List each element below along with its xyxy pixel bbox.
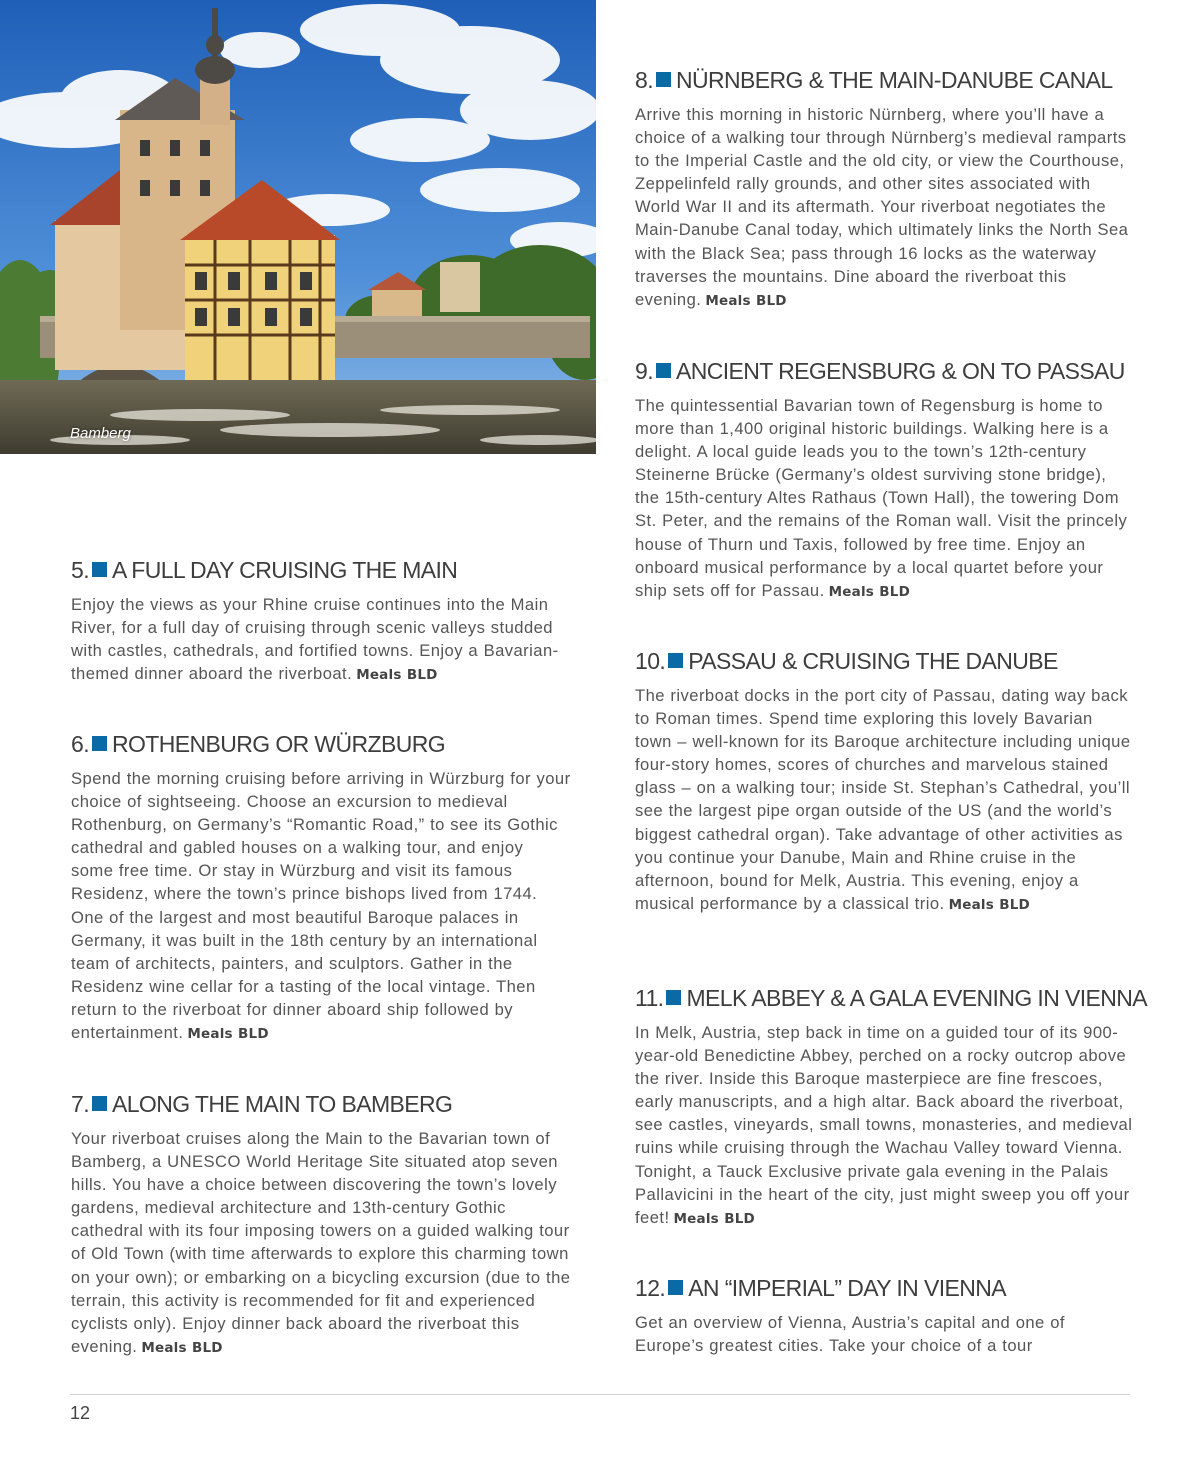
- day-6-number: 6.: [71, 731, 89, 757]
- blue-square-icon: [92, 736, 107, 751]
- day-8-meals: Meals BLD: [705, 292, 787, 309]
- day-7-title: ALONG THE MAIN TO BAMBERG: [111, 1091, 453, 1117]
- day-5-heading: [71, 557, 571, 583]
- day-6-heading: [71, 731, 571, 757]
- day-5-meals: Meals BLD: [356, 667, 438, 684]
- blue-square-icon: [92, 562, 107, 577]
- day-7-number: 7.: [71, 1091, 89, 1117]
- day-9-number: 9.: [635, 358, 653, 384]
- day-7-meals: Meals BLD: [141, 1339, 223, 1356]
- blue-square-icon: [666, 990, 681, 1005]
- day-11-number: 11.: [635, 985, 664, 1011]
- blue-square-icon: [668, 653, 683, 668]
- day-12-description: Get an overview of Vienna, Austria’s capital and one of Europe’s greatest cities. Take your choice of a tour: [635, 1313, 1065, 1356]
- day-6-meals: Meals BLD: [187, 1026, 269, 1043]
- day-10-text: [635, 684, 1135, 917]
- day-6-section: [71, 731, 571, 1046]
- day-5-description: Enjoy the views as your Rhine cruise continues into the Main River, for a full day of cruising through scenic valleys studded with castles, cathedrals, and fortified towns. Enjoy a Bavarian-themed dinner aboard the riverboat.: [71, 595, 559, 684]
- day-11-meals: Meals BLD: [673, 1210, 755, 1227]
- day-11-section: [635, 985, 1148, 1231]
- day-8-number: 8.: [635, 67, 653, 93]
- day-10-section: [635, 648, 1135, 917]
- day-12-number: 12.: [635, 1275, 666, 1301]
- day-8-text: [635, 103, 1135, 313]
- day-11-heading: [635, 985, 1148, 1011]
- day-7-description: Your riverboat cruises along the Main to the Bavarian town of Bamberg, a UNESCO World Heritage Site situated atop seven hills. You have a choice between discovering the town’s lovely gardens, medieval architecture and 13th-century Gothic cathedral with its four imposing towers on a guided walking tour of Old Town (with time afterwards to explore this charming town on your own); or embarking on a bicycling excursion (due to the terrain, this activity is recommended for fit and experienced cyclists only). Enjoy dinner back aboard the riverboat this evening.: [71, 1129, 571, 1356]
- day-8-heading: [635, 67, 1135, 93]
- day-9-heading: [635, 358, 1135, 384]
- day-6-description: Spend the morning cruising before arriving in Würzburg for your choice of sightseeing. Choose an excursion to medieval Rothenburg, on Germany’s “Romantic Road,” to see its Gothic cathedral and gabled houses on a walking tour, and enjoy some free time. Or stay in Würzburg and visit its famous Residenz, where the town’s prince bishops lived from 1744. One of the largest and most beautiful Baroque palaces in Germany, it was built in the 18th century by an international team of architects, painters, and sculptors. Gather in the Residenz wine cellar for a tasting of the local vintage. Then return to the riverboat for dinner aboard ship followed by entertainment.: [71, 769, 571, 1043]
- day-11-title: MELK ABBEY & A GALA EVENING IN VIENNA: [686, 985, 1148, 1011]
- day-9-section: [635, 358, 1135, 604]
- blue-square-icon: [92, 1096, 107, 1111]
- day-12-section: [635, 1275, 1135, 1357]
- bamberg-photo: [0, 0, 596, 454]
- day-6-text: [71, 767, 571, 1046]
- day-8-section: [635, 67, 1135, 313]
- day-8-description: Arrive this morning in historic Nürnberg, where you’ll have a choice of a walking tour through Nürnberg’s medieval ramparts to the Imperial Castle and the old city, or view the Courthouse, Zeppelinfeld rally grounds, and other sites associated with World War II and its aftermath. Your riverboat negotiates the Main-Danube Canal today, which ultimately links the North Sea with the Black Sea; pass through 16 locks as the waterway traverses the mountains. Dine aboard the riverboat this evening.: [635, 105, 1129, 309]
- page-number: 12: [70, 1403, 91, 1423]
- day-7-section: [71, 1091, 571, 1360]
- bamberg-illustration: [0, 0, 596, 454]
- day-10-meals: Meals BLD: [948, 896, 1030, 913]
- day-10-title: PASSAU & CRUISING THE DANUBE: [688, 648, 1058, 674]
- day-11-text: [635, 1021, 1135, 1231]
- day-8-title: NÜRNBERG & THE MAIN-DANUBE CANAL: [675, 67, 1113, 93]
- day-12-heading: [635, 1275, 1135, 1301]
- day-6-title: ROTHENBURG OR WÜRZBURG: [111, 731, 446, 757]
- day-12-text: [635, 1311, 1135, 1357]
- day-11-description: In Melk, Austria, step back in time on a guided tour of its 900-year-old Benedictine Abbey, perched on a rocky outcrop above the river. Inside this Baroque masterpiece are fine frescoes, early manuscripts, and a high altar. Back aboard the riverboat, see castles, vineyards, small towns, monasteries, and medieval ruins while cruising through the Wachau Valley toward Vienna. Tonight, a Tauck Exclusive private gala evening in the Palais Pallavicini in the heart of the city, just might sweep you off your feet!: [635, 1023, 1133, 1227]
- day-7-text: [71, 1127, 571, 1360]
- day-12-title: AN “IMPERIAL” DAY IN VIENNA: [688, 1275, 1006, 1301]
- day-10-heading: [635, 648, 1135, 674]
- day-9-title: ANCIENT REGENSBURG & ON TO PASSAU: [675, 358, 1125, 384]
- photo-caption: Bamberg: [70, 425, 131, 442]
- day-5-text: [71, 593, 571, 687]
- day-9-meals: Meals BLD: [828, 583, 911, 600]
- day-5-title: A FULL DAY CRUISING THE MAIN: [111, 557, 458, 583]
- day-9-text: [635, 394, 1135, 604]
- day-5-number: 5.: [71, 557, 89, 583]
- day-7-heading: [71, 1091, 571, 1117]
- blue-square-icon: [656, 363, 671, 378]
- blue-square-icon: [656, 72, 671, 87]
- day-5-section: [71, 557, 571, 687]
- day-10-description: The riverboat docks in the port city of Passau, dating way back to Roman times. Spend time exploring this lovely Bavarian town – well-known for its Baroque architecture including unique four-story homes, scores of churches and marvelous stained glass – on a walking tour; inside St. Stephan’s Cathedral, you’ll see the largest pipe organ outside of the US (and the world’s biggest cathedral organ). Take advantage of other activities as you continue your Danube, Main and Rhine cruise in the afternoon, bound for Melk, Austria. This evening, enjoy a musical performance by a classical trio.: [635, 686, 1131, 913]
- day-10-number: 10.: [635, 648, 666, 674]
- blue-square-icon: [668, 1280, 683, 1295]
- footer-divider: [70, 1394, 1130, 1395]
- day-9-description: The quintessential Bavarian town of Regensburg is home to more than 1,400 original historic buildings. Walking here is a delight. A local guide leads you to the town’s 12th-century Steinerne Brücke (Germany’s oldest surviving stone bridge), the 15th-century Altes Rathaus (Town Hall), the towering Dom St. Peter, and the remains of the Roman wall. Visit the princely house of Thurn und Taxis, followed by free time. Enjoy an onboard musical performance by a local quartet before your ship sets off for Passau.: [635, 396, 1128, 600]
